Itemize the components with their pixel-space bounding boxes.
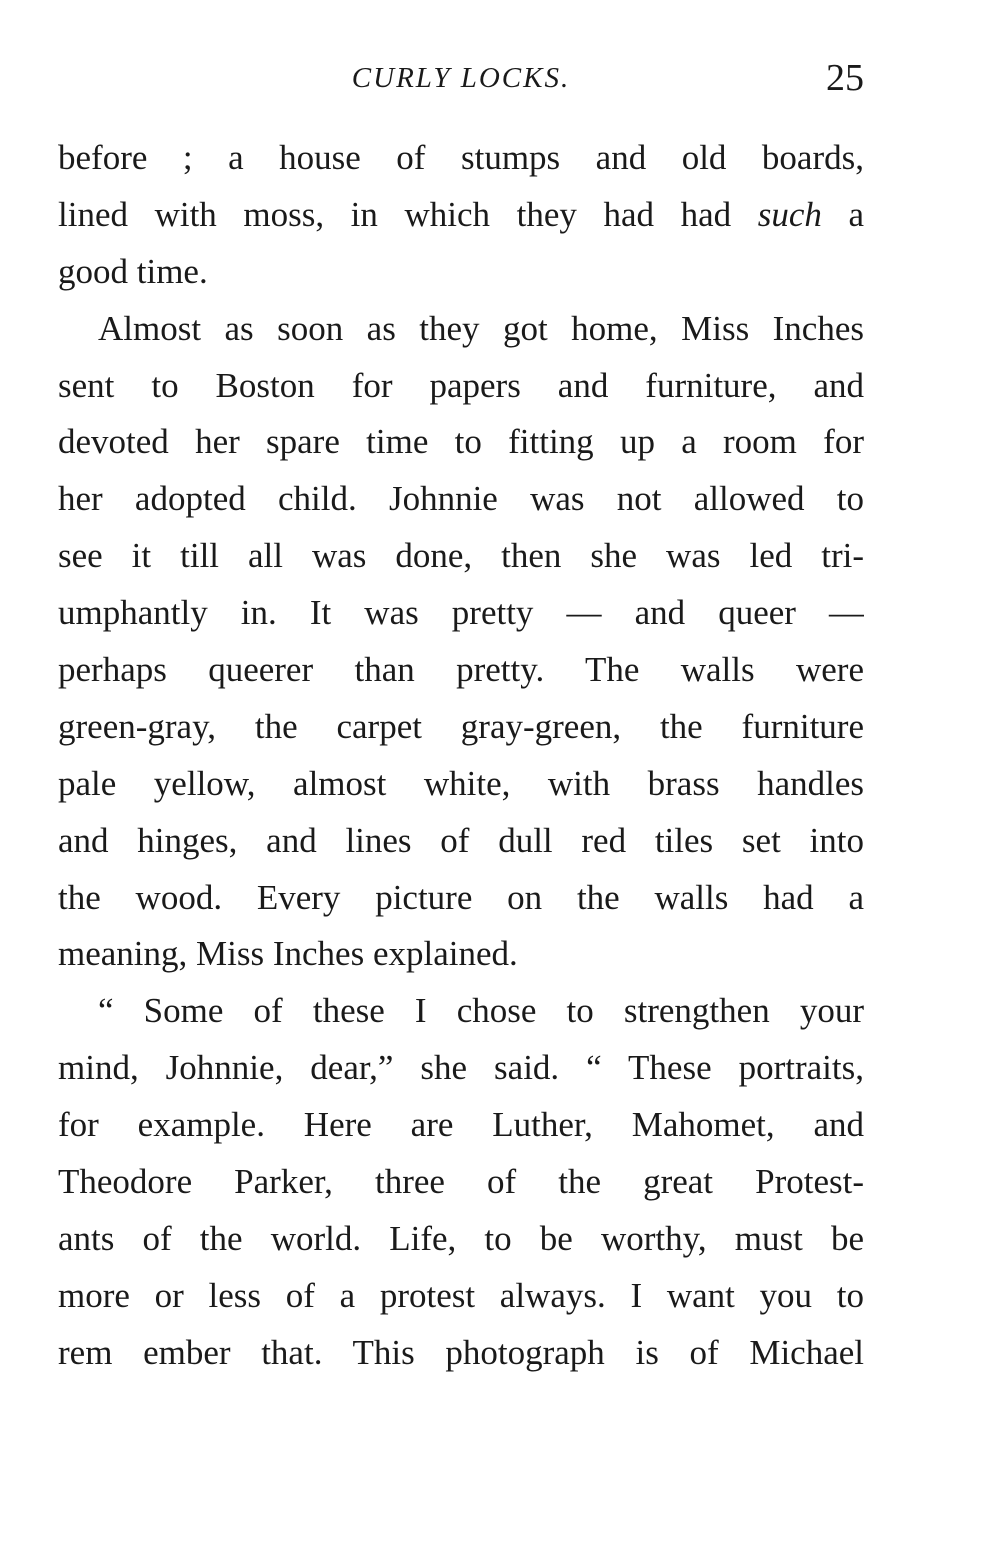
text-line: for example. Here are Luther, Mahomet, and [58, 1105, 864, 1145]
text-line: umphantly in. It was pretty — and queer — [58, 593, 864, 633]
text-line: see it till all was done, then she was led tri- [58, 536, 864, 576]
text-line: more or less of a protest always. I want you to [58, 1275, 864, 1315]
text-line: her adopted child. Johnnie was not allowed to [58, 479, 864, 519]
text-line: “ Some of these I chose to strengthen your [98, 991, 864, 1031]
text-line: pale yellow, almost white, with brass handles [58, 763, 864, 803]
text-line: rem ember that. This photograph is of Michael [58, 1332, 864, 1372]
text-line: good time. [58, 251, 208, 291]
running-title: CURLY LOCKS. [351, 62, 571, 94]
text-line: Theodore Parker, three of the great Protest- [58, 1162, 864, 1202]
text-line-with-italic: lined with moss, in which they had had such a [58, 194, 864, 234]
text-line: before ; a house of stumps and old boards, [58, 138, 864, 177]
text-line: perhaps queerer than pretty. The walls were [58, 650, 864, 690]
text-line: meaning, Miss Inches explained. [58, 934, 518, 974]
text-line: green-gray, the carpet gray-green, the furniture [58, 706, 864, 746]
page-number: 25 [826, 57, 864, 99]
text-line: sent to Boston for papers and furniture, and [58, 365, 864, 405]
text-line: devoted her spare time to fitting up a room for [58, 422, 864, 462]
running-head [58, 56, 864, 106]
text-line: mind, Johnnie, dear,” she said. “ These portraits, [58, 1048, 864, 1088]
text-line: Almost as soon as they got home, Miss Inches [98, 308, 864, 348]
text-line: and hinges, and lines of dull red tiles set into [58, 820, 864, 860]
body-text [58, 130, 864, 1382]
text-line: the wood. Every picture on the walls had a [58, 877, 864, 917]
text-line: ants of the world. Life, to be worthy, must be [58, 1218, 864, 1258]
